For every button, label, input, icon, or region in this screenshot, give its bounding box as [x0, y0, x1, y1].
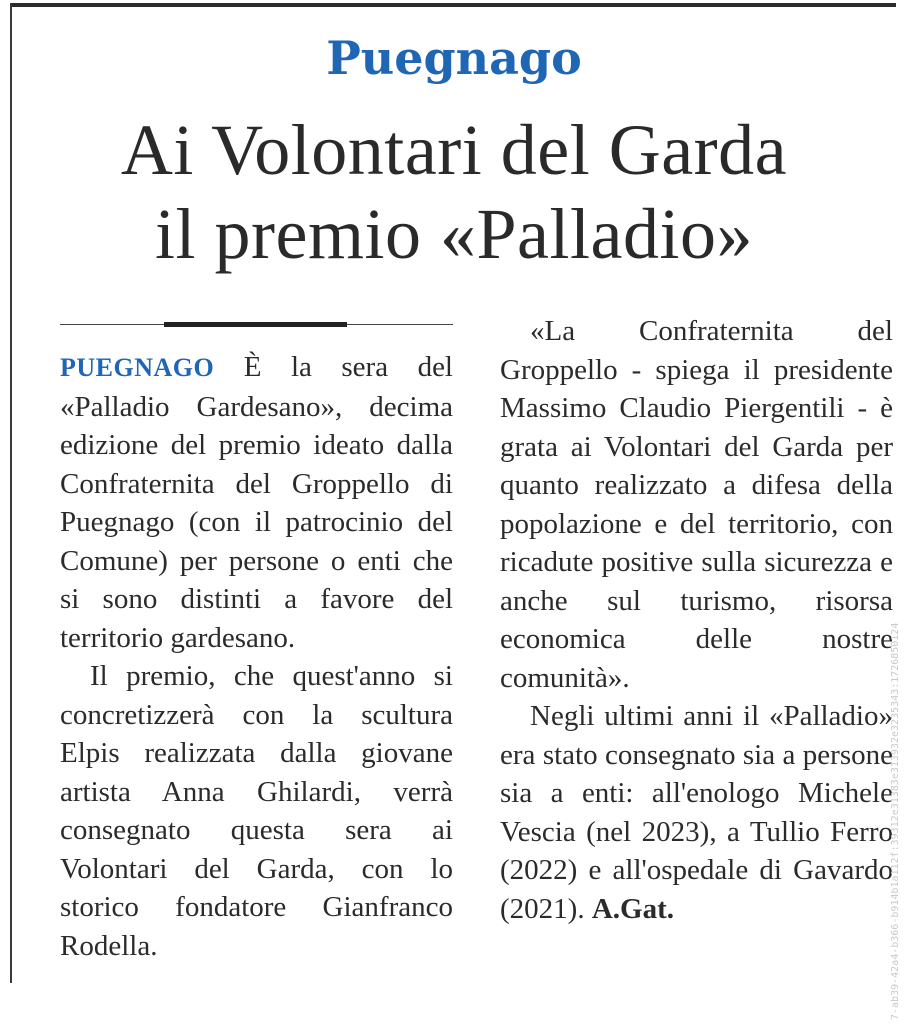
headline [0, 108, 908, 276]
paragraph-2: Il premio, che quest'anno si concretizzerà con la scultura Elpis realizzata dalla giovane artista Anna Ghilardi, verrà consegnato questa sera ai Volontari del Garda, con lo storico fondatore Gianfranco Rodella. [60, 660, 453, 962]
top-rule [10, 3, 896, 7]
edge-tracking-code: 7-ab39-42a4-b366-b914b1a112f:39312e31383e313932e3235343:1726850124 [890, 622, 901, 1020]
separator-thick [164, 322, 347, 327]
dateline: PUEGNAGO [60, 353, 215, 382]
paragraph-1 [60, 348, 453, 657]
paragraph-1-text: È la sera del «Palladio Gardesano», decima edizione del premio ideato dalla Confraternita del Groppello di Puegnago (con il patrocinio del Comune) per persone o enti che si sono distinti a favore del territorio gardesano. [60, 351, 453, 654]
headline-line-1: Ai Volontari del Garda [120, 110, 788, 190]
article-column-left [60, 348, 453, 965]
byline: A.Gat. [591, 892, 674, 925]
headline-line-2: il premio «Palladio» [155, 194, 753, 274]
article-column-right [500, 312, 893, 928]
paragraph-3: «La Confraternita del Groppello - spiega il presidente Massimo Claudio Piergentili - è grata ai Volontari del Garda per quanto realizzato a difesa della popolazione e del territorio, con ricadute positive sulla sicurezza e anche sul turismo, risorsa economica delle nostre comunità». [500, 315, 893, 694]
paragraph-4 [500, 697, 893, 928]
paragraph-4-text: Negli ultimi anni il «Palladio» era stato consegnato sia a persone sia a enti: all'enologo Michele Vescia (nel 2023), a Tullio Ferro (2022) e all'ospedale di Gavardo (2021). [500, 700, 893, 925]
section-kicker: Puegnago [326, 31, 582, 85]
